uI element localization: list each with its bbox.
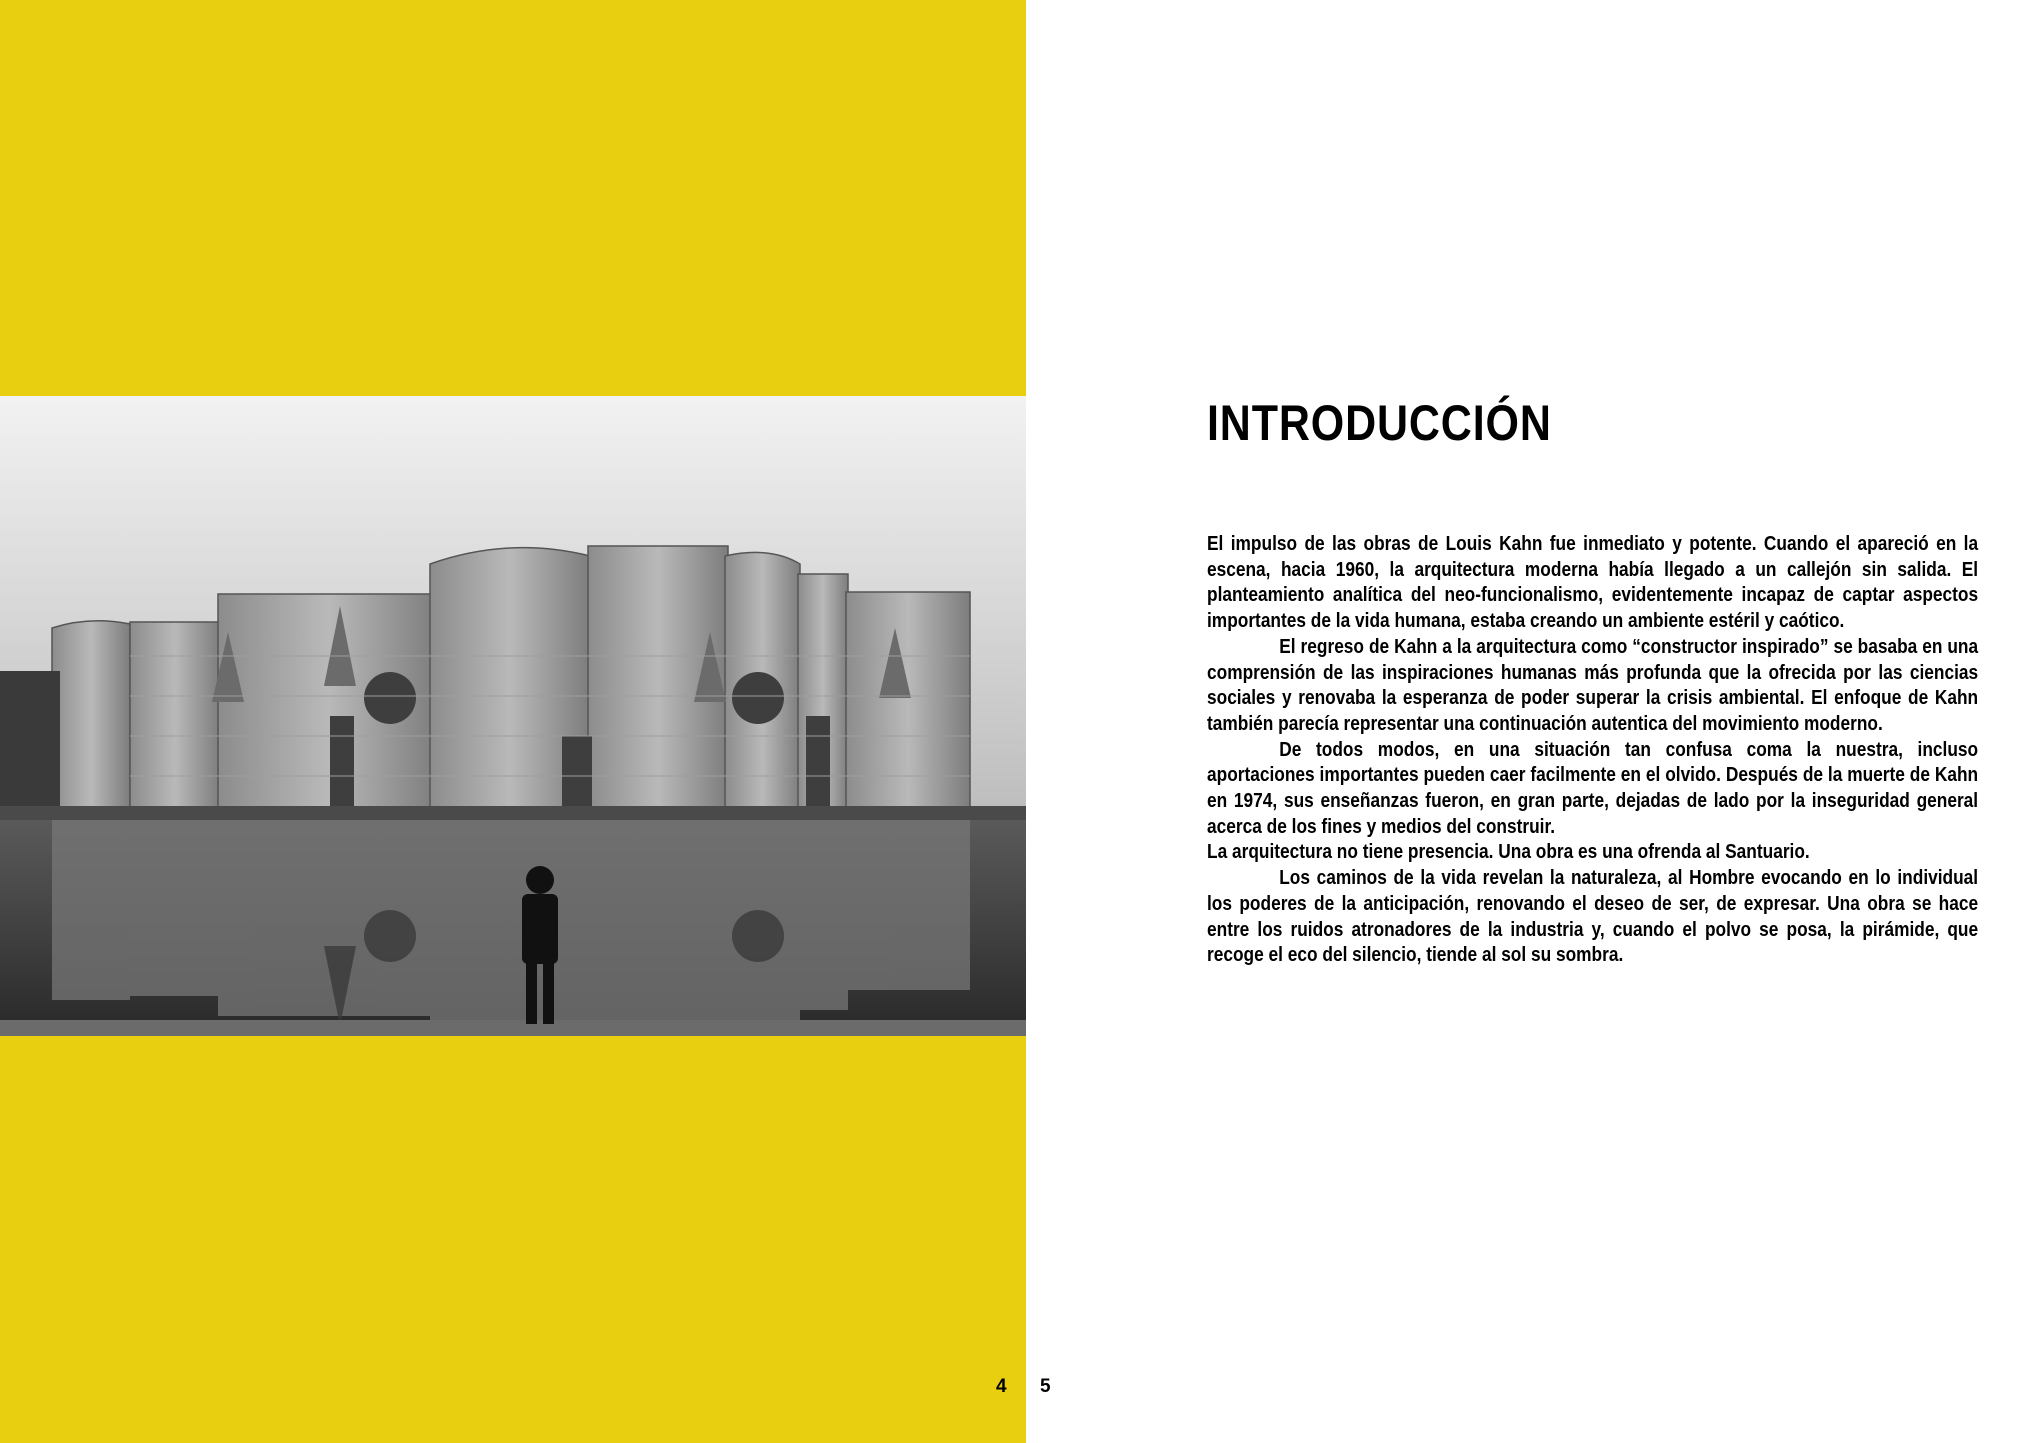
page-number-left: 4 [996, 1376, 1007, 1397]
paragraph: Los caminos de la vida revelan la naturaleza, al Hombre evocando en lo individual los poderes de la anticipación, renovando el deseo de ser, de expresar. Una obra se hace entre los ruidos atronadores de la industria y, cuando el polvo se posa, la pirámide, que recoge el eco del silencio, tiende al sol su sombra. [1207, 866, 1979, 967]
body-text [1207, 531, 1978, 968]
paragraph: El regreso de Kahn a la arquitectura como “constructor inspirado” se basaba en una comprensión de las inspiraciones humanas más profunda que la ofrecida por las ciencias sociales y renovaba la esperanza de poder superar la crisis ambiental. El enfoque de Kahn también parecía representar una continuación autentica del movimiento moderno. [1207, 634, 1979, 735]
paragraph: La arquitectura no tiene presencia. Una obra es una ofrenda al Santuario. [1207, 840, 1810, 864]
paragraph: De todos modos, en una situación tan confusa coma la nuestra, incluso aportaciones importantes pueden caer facilmente en el olvido. Después de la muerte de Kahn en 1974, sus enseñanzas fueron, en gran parte, dejadas de lado por la inseguridad general acerca de los fines y medios del construir. [1207, 737, 1979, 838]
page-number-right: 5 [1040, 1376, 1051, 1397]
page-title: INTRODUCCIÓN [1207, 395, 1552, 451]
photo-national-assembly-building-reflection [0, 396, 1026, 1036]
architecture-photo [0, 396, 1026, 1036]
paragraph: El impulso de las obras de Louis Kahn fue inmediato y potente. Cuando el apareció en la escena, hacia 1960, la arquitectura moderna había llegado a un callejón sin salida. El planteamiento analítica del neo-funcionalismo, evidentemente incapaz de captar aspectos importantes de la vida humana, estaba creando un ambiente estéril y caótico. [1207, 532, 1979, 633]
